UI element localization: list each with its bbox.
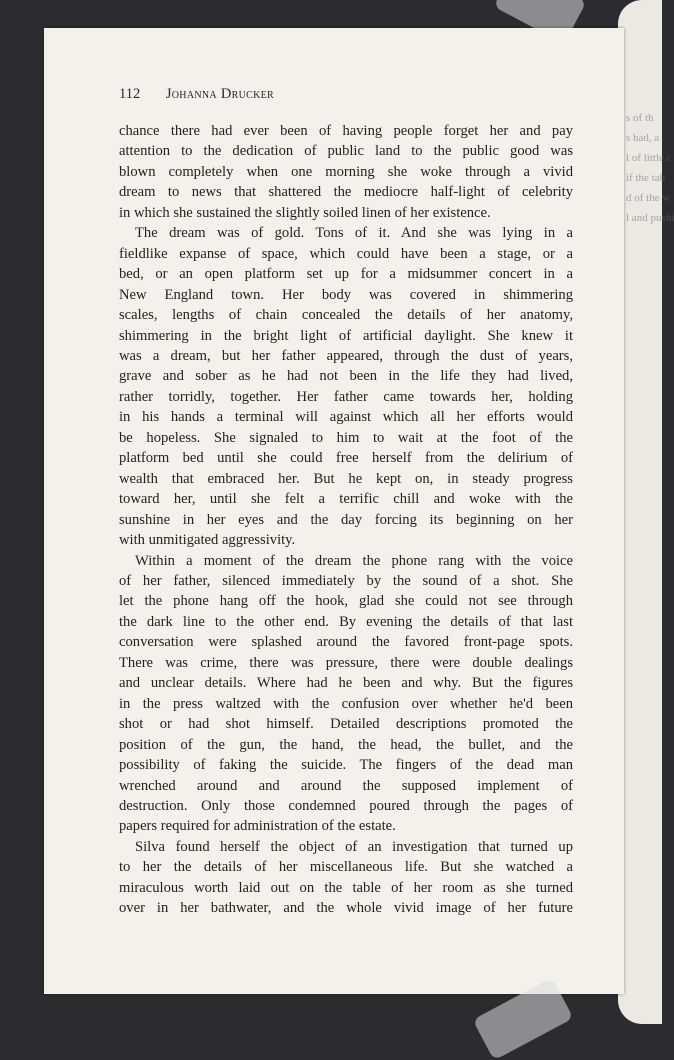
- text-line: shimmering in the bright light of artificial daylight. She knew it: [119, 327, 573, 344]
- text-line: in the press waltzed with the confusion over whether he'd been: [119, 695, 573, 712]
- text-line: of her father, silenced immediately by the sound of a shot. She: [119, 572, 573, 589]
- text-line: possibility of faking the suicide. The fingers of the dead man: [119, 757, 573, 774]
- text-line: fieldlike expanse of space, which could have been a stage, or a: [119, 245, 573, 262]
- text-line: in which she sustained the slightly soiled linen of her existence.: [119, 204, 491, 221]
- facing-page-fragment: d of the w: [626, 192, 671, 204]
- text-line: position of the gun, the hand, the head, the bullet, and the: [119, 736, 573, 753]
- text-line: Within a moment of the dream the phone rang with the voice: [135, 552, 573, 569]
- text-line: bed, or an open platform set up for a midsummer concert in a: [119, 266, 573, 283]
- text-line: chance there had ever been of having people forget her and pay: [119, 123, 573, 139]
- book-page: [44, 28, 624, 994]
- facing-page-text: [626, 108, 674, 228]
- text-line: rather torridly, together. Her father came towards her, holding: [119, 388, 573, 405]
- text-line: destruction. Only those condemned poured through the pages of: [119, 797, 573, 814]
- text-line: sunshine in her eyes and the day forcing its beginning on her: [119, 511, 573, 528]
- text-line: grave and sober as he had not been in the life they had lived,: [119, 368, 573, 385]
- text-line: the dark line to the other end. By evening the details of that last: [119, 613, 573, 630]
- text-line: shot or had shot himself. Detailed descriptions promoted the: [119, 716, 573, 733]
- text-line: wealth that embraced her. But he kept on, in steady progress: [119, 470, 573, 487]
- text-line: miraculous worth laid out on the table of her room as she turned: [119, 879, 573, 896]
- text-line: platform bed until she could free herself from the delirium of: [119, 450, 573, 467]
- text-line: toward her, until she felt a terrific chill and woke with the: [119, 491, 573, 508]
- text-line: and unclear details. Where had he been and why. But the figures: [119, 675, 573, 692]
- text-line: conversation were splashed around the favored front-page spots.: [119, 634, 573, 651]
- facing-page-fragment: s had, a: [626, 132, 660, 144]
- text-line: The dream was of gold. Tons of it. And she was lying in a: [135, 225, 573, 242]
- author-name: Johanna Drucker: [165, 86, 274, 102]
- text-line: wrenched around and around the supposed implement of: [119, 777, 573, 794]
- text-line: be hopeless. She signaled to him to wait at the foot of the: [119, 429, 573, 446]
- text-line: attention to the dedication of public land to the public good was: [119, 143, 573, 160]
- body-text: [119, 121, 573, 919]
- running-head: [119, 86, 274, 103]
- text-line: papers required for administration of the estate.: [119, 818, 396, 835]
- facing-page-fragment: s of th: [626, 112, 654, 124]
- text-line: There was crime, there was pressure, there were double dealings: [119, 654, 573, 671]
- facing-page-fragment: l and pushi: [626, 212, 674, 224]
- text-line: in his hands a terminal will against which all her efforts would: [119, 409, 573, 426]
- text-line: let the phone hang off the hook, glad she could not see through: [119, 593, 573, 610]
- text-line: to her the details of her miscellaneous life. But she watched a: [119, 859, 573, 876]
- page-number: 112: [119, 86, 141, 102]
- text-line: over in her bathwater, and the whole vivid image of her future: [119, 900, 573, 917]
- facing-page-fragment: l of little c: [626, 152, 672, 164]
- text-line: scales, lengths of chain concealed the details of her anatomy,: [119, 307, 573, 324]
- text-line: was a dream, but her father appeared, through the dust of years,: [119, 347, 573, 364]
- text-line: New England town. Her body was covered in shimmering: [119, 286, 573, 303]
- text-line: with unmitigated aggressivity.: [119, 532, 296, 549]
- text-line: blown completely when one morning she woke through a vivid: [119, 163, 573, 180]
- facing-page-fragment: if the tab: [626, 172, 666, 184]
- text-line: dream to news that shattered the mediocre half-light of celebrity: [119, 184, 573, 201]
- text-line: Silva found herself the object of an investigation that turned up: [135, 838, 573, 855]
